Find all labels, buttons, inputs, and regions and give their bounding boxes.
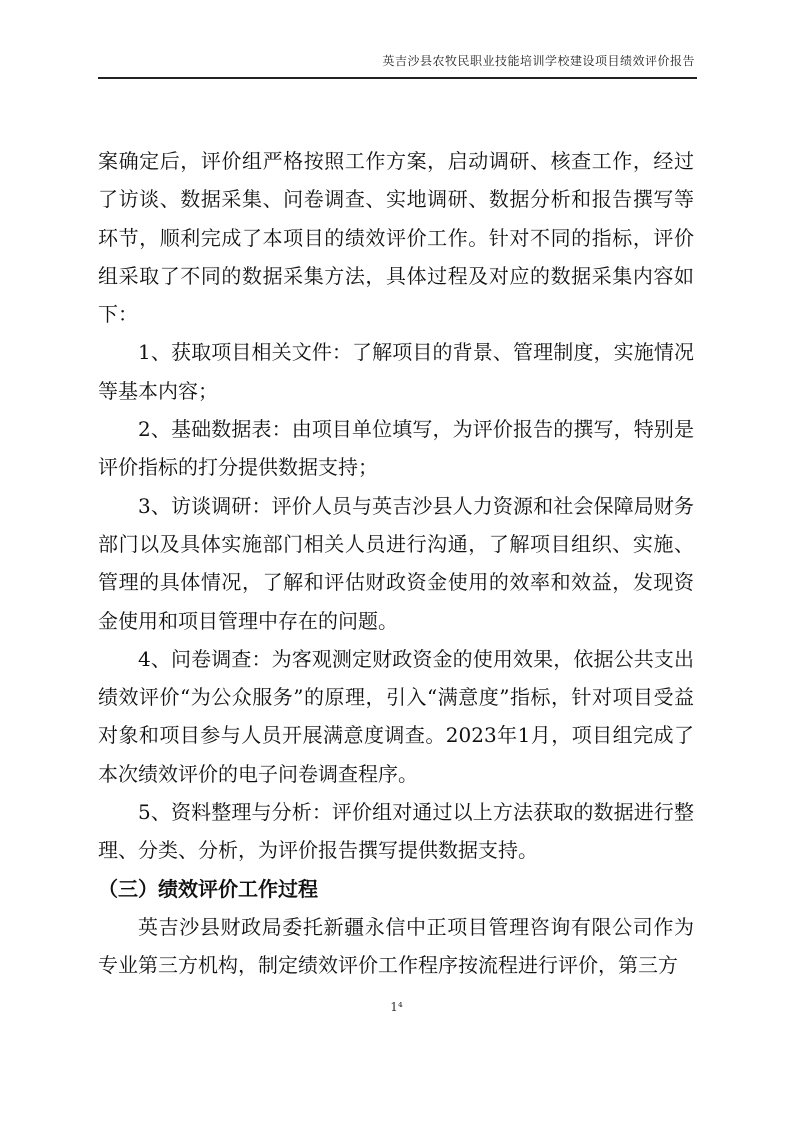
header-title: 英吉沙县农牧民职业技能培训学校建设项目绩效评价报告 — [382, 54, 695, 68]
header-divider — [98, 77, 697, 79]
list-item-4: 4、问卷调查：为客观测定财政资金的使用效果，依据公共支出绩效评价“为公众服务”的原理，引入“满意度”指标，针对项目受益对象和项目参与人员开展满意度调查。2023年1月，项目组完成了本次绩效评价的电子问卷调查程序。 — [98, 646, 694, 786]
list-item-1: 1、获取项目相关文件：了解项目的背景、管理制度，实施情况等基本内容； — [98, 340, 694, 403]
document-body — [98, 142, 694, 985]
paragraph-continuation: 案确定后，评价组严格按照工作方案，启动调研、核查工作，经过了访谈、数据采集、问卷调查、实地调研、数据分析和报告撰写等环节，顺利完成了本项目的绩效评价工作。针对不同的指标，评价组采取了不同的数据采集方法，具体过程及对应的数据采集内容如下： — [98, 149, 694, 327]
section-paragraph: 英吉沙县财政局委托新疆永信中正项目管理咨询有限公司作为专业第三方机构，制定绩效评价工作程序按流程进行评价，第三方 — [98, 914, 694, 978]
section-heading: （三）绩效评价工作过程 — [98, 876, 318, 901]
page-number: 1⁴ — [390, 1000, 403, 1014]
list-item-5: 5、资料整理与分析：评价组对通过以上方法获取的数据进行整理、分类、分析，为评价报告撰写提供数据支持。 — [98, 800, 694, 863]
list-item-2: 2、基础数据表：由项目单位填写，为评价报告的撰写，特别是评价指标的打分提供数据支持； — [98, 417, 694, 480]
list-item-3: 3、访谈调研：评价人员与英吉沙县人力资源和社会保障局财务部门以及具体实施部门相关人员进行沟通，了解项目组织、实施、管理的具体情况，了解和评估财政资金使用的效率和效益，发现资金使用和项目管理中存在的问题。 — [98, 493, 694, 633]
